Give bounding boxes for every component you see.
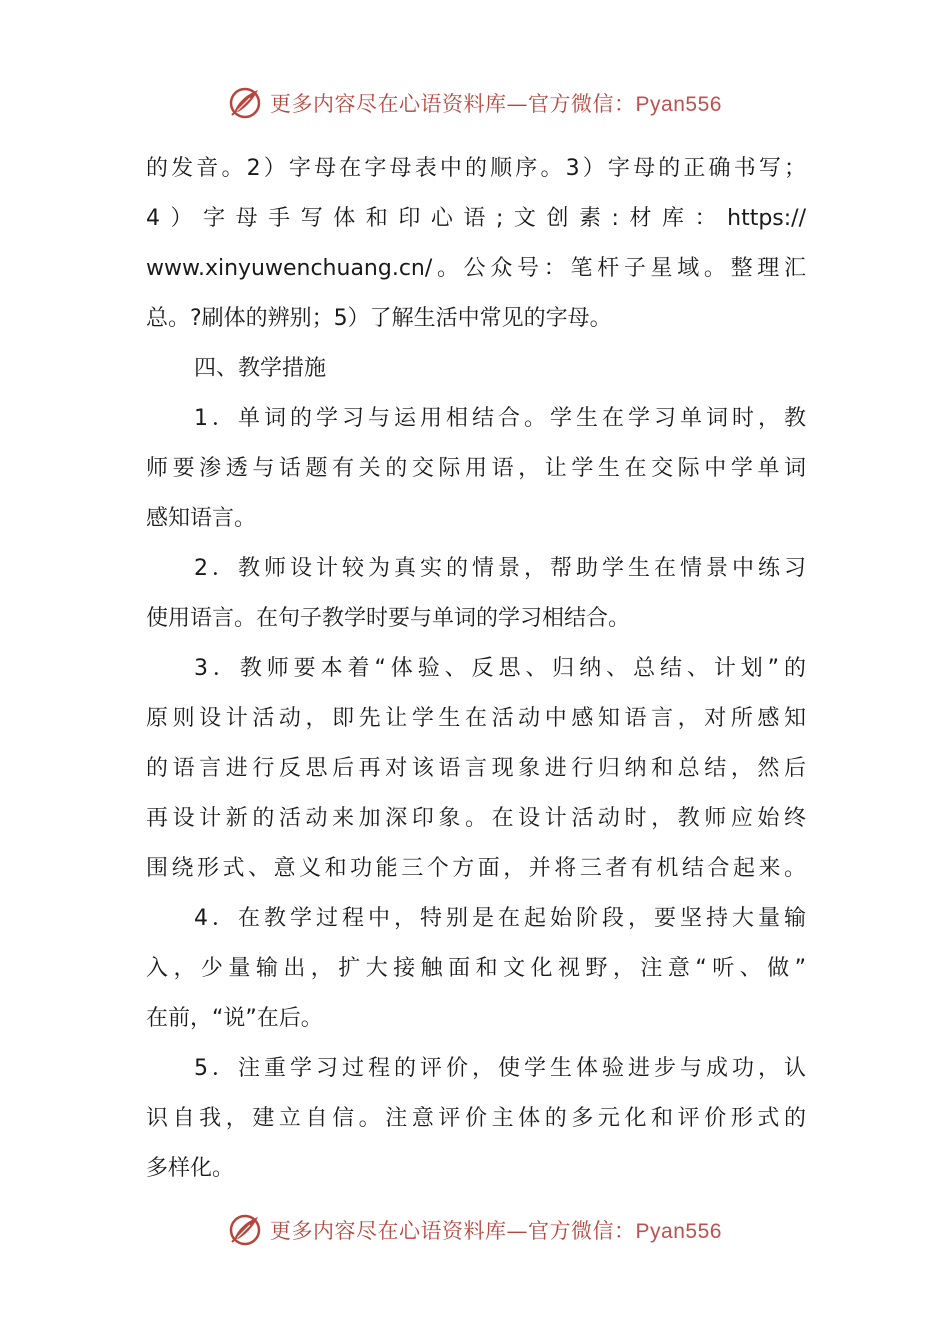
text-line: 再设计新的活动来加深印象。在设计活动时，教师应始终 bbox=[146, 806, 806, 831]
quill-logo-icon bbox=[228, 1213, 262, 1247]
text-line: 入，少量输出，扩大接触面和文化视野，注意“听、做” bbox=[146, 956, 806, 981]
header-banner-text: 更多内容尽在心语资料库—官方微信：Pyan556 bbox=[270, 92, 722, 116]
text-line: 的发音。2）字母在字母表中的顺序。3）字母的正确书写； bbox=[146, 156, 806, 181]
text-line: 的语言进行反思后再对该语言现象进行归纳和总结，然后 bbox=[146, 756, 806, 781]
text-line: 原则设计活动，即先让学生在活动中感知语言，对所感知 bbox=[146, 706, 806, 731]
footer-wechat-id: Pyan556 bbox=[635, 1220, 722, 1243]
text-line: 感知语言。 bbox=[146, 506, 257, 531]
quill-logo-icon bbox=[228, 86, 262, 120]
text-line: 2．教师设计较为真实的情景，帮助学生在情景中练习 bbox=[194, 556, 806, 581]
text-line: 使用语言。在句子教学时要与单词的学习相结合。 bbox=[146, 606, 631, 631]
footer-banner-text: 更多内容尽在心语资料库—官方微信：Pyan556 bbox=[270, 1219, 722, 1243]
text-line: 1．单词的学习与运用相结合。学生在学习单词时，教 bbox=[194, 406, 806, 431]
text-line: 围绕形式、意义和功能三个方面，并将三者有机结合起来。 bbox=[146, 856, 806, 881]
text-line: 4．在教学过程中，特别是在起始阶段，要坚持大量输 bbox=[194, 906, 806, 931]
text-line: 多样化。 bbox=[146, 1156, 235, 1181]
text-line: 总。?刷体的辨别；5）了解生活中常见的字母。 bbox=[146, 306, 612, 331]
header-banner bbox=[0, 83, 950, 123]
header-wechat-id: Pyan556 bbox=[635, 93, 722, 116]
text-line: 5．注重学习过程的评价，使学生体验进步与成功，认 bbox=[194, 1056, 806, 1081]
text-line: 在前，“说”在后。 bbox=[146, 1006, 323, 1031]
text-line: 3．教师要本着“体验、反思、归纳、总结、计划”的 bbox=[194, 656, 806, 681]
section-heading: 四、教学措施 bbox=[194, 356, 327, 381]
footer-banner bbox=[0, 1210, 950, 1250]
text-line: 4）字母手写体和印心语;文创素:材库：https:// bbox=[146, 206, 806, 231]
text-line: 师要渗透与话题有关的交际用语，让学生在交际中学单词 bbox=[146, 456, 806, 481]
text-line: www.xinyuwenchuang.cn/。公众号：笔杆子星域。整理汇 bbox=[146, 256, 806, 281]
text-line: 识自我，建立自信。注意评价主体的多元化和评价形式的 bbox=[146, 1106, 806, 1131]
document-body bbox=[146, 144, 806, 1194]
